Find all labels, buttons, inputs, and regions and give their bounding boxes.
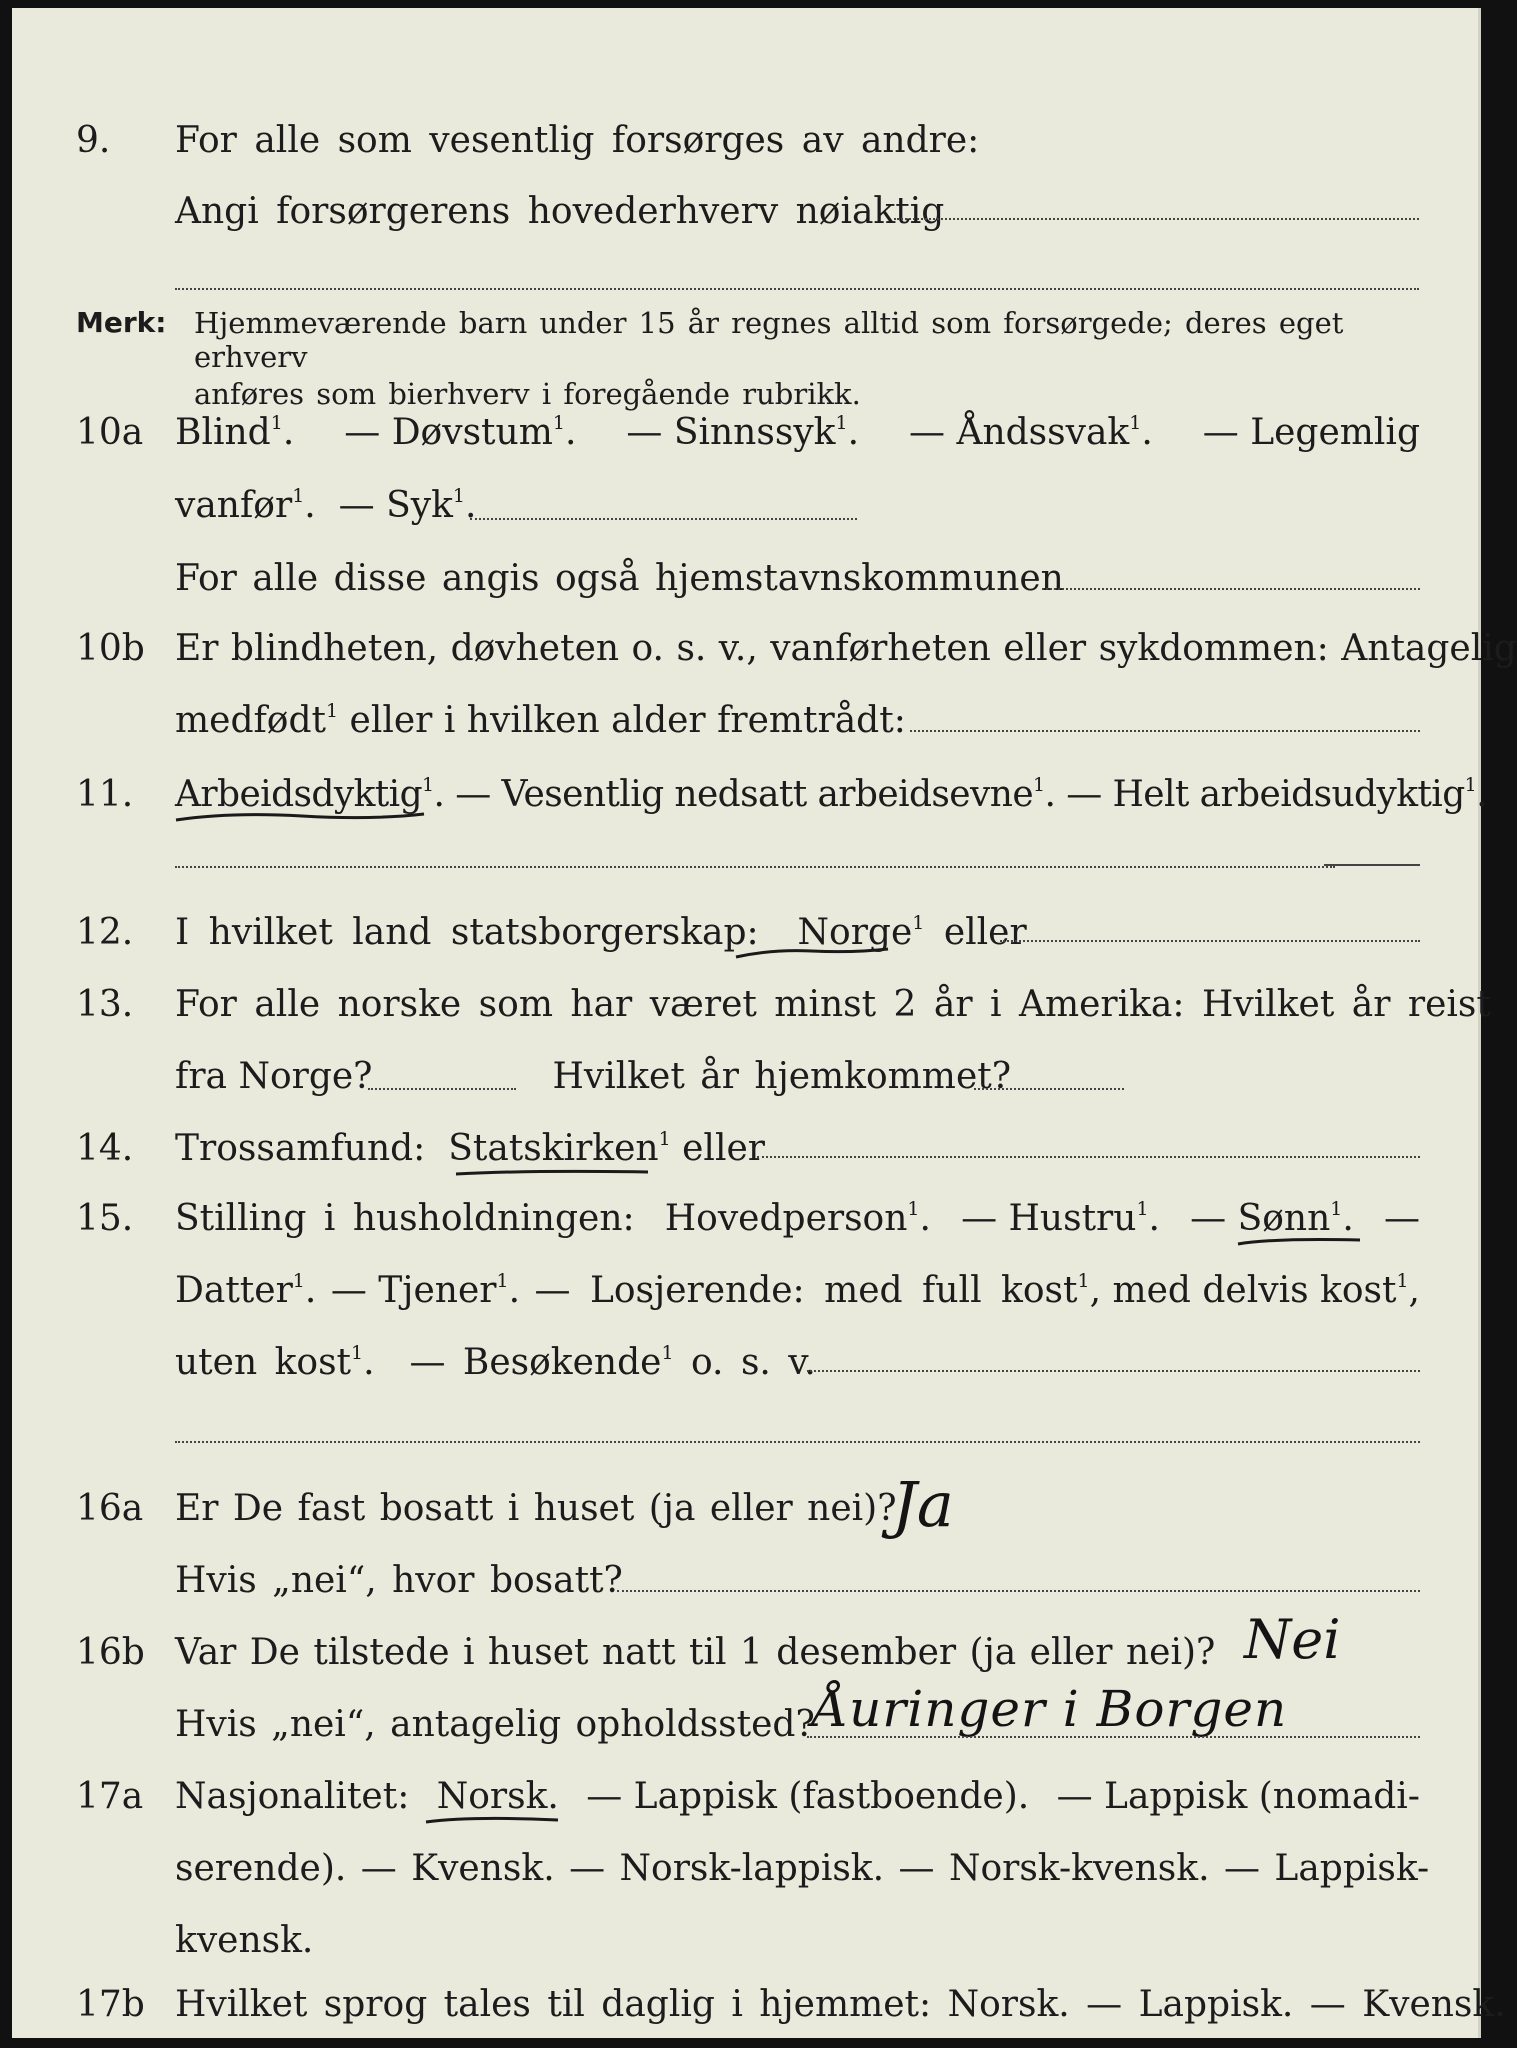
answer-line xyxy=(757,1156,1420,1158)
answer-line xyxy=(807,1736,1420,1738)
note-line: Hjemmeværende barn under 15 år regnes alltid som forsørgede; deres eget erhverv xyxy=(194,306,1344,374)
question-number: 10b xyxy=(76,628,145,669)
question-10a xyxy=(12,412,1478,472)
question-number: 9. xyxy=(76,120,111,161)
question-text: fra Norge? Hvilket år hjemkommet? xyxy=(175,1056,1012,1097)
handwritten-answer: Ja xyxy=(892,1468,954,1541)
question-10a-line-2 xyxy=(12,485,1478,545)
question-9-line-2 xyxy=(12,191,1478,251)
question-10b xyxy=(12,628,1517,688)
question-14 xyxy=(12,1128,1478,1188)
question-number: 11. xyxy=(76,774,134,815)
question-text: Stilling i husholdningen: Hovedperson$^1$. — Hustru$^1$. — Sønn$^1$. — xyxy=(175,1198,1420,1239)
question-text: vanfør$^1$. — Syk$^1$. xyxy=(175,485,477,526)
question-text: Hvis „nei“, antagelig opholdssted? xyxy=(175,1704,815,1745)
handwritten-underline xyxy=(172,804,432,834)
question-text: Trossamfund: Statskirken$^1$ eller xyxy=(175,1128,765,1169)
question-13-line-2 xyxy=(12,1056,1478,1116)
question-number: 13. xyxy=(76,984,134,1025)
answer-line xyxy=(470,518,857,520)
note-text xyxy=(194,306,1419,411)
note-label: Merk: xyxy=(76,306,167,339)
note-line: anføres som bierhverv i foregående rubrikk. xyxy=(194,377,861,411)
question-number: 16b xyxy=(76,1632,145,1673)
handwritten-answer: Åuringer i Borgen xyxy=(812,1680,1288,1738)
question-13 xyxy=(12,984,1491,1044)
question-text: serende). — Kvensk. — Norsk-lappisk. — Norsk-kvensk. — Lappisk- xyxy=(175,1848,1430,1889)
question-text: Er blindheten, døvheten o. s. v., vanførheten eller sykdommen: Antagelig xyxy=(175,628,1517,669)
question-17a-line-3 xyxy=(12,1920,1478,1980)
question-text: Arbeidsdyktig$^1$. — Vesentlig nedsatt arbeidsevne$^1$. — Helt arbeidsudyktig$^1$. xyxy=(175,774,1487,815)
question-text: For alle som vesentlig forsørges av andre: xyxy=(175,120,980,161)
handwritten-underline xyxy=(422,1812,562,1832)
question-number: 15. xyxy=(76,1198,134,1239)
answer-line xyxy=(974,1088,1124,1090)
question-number: 17a xyxy=(76,1776,144,1817)
question-text: Datter$^1$. — Tjener$^1$. — Losjerende: med full kost$^1$, med delvis kost$^1$, xyxy=(175,1270,1420,1311)
answer-line xyxy=(617,1590,1420,1592)
question-16a xyxy=(12,1488,1478,1548)
question-text: Var De tilstede i huset natt til 1 desember (ja eller nei)? xyxy=(175,1632,1216,1673)
answer-line xyxy=(175,1441,1420,1443)
question-number: 12. xyxy=(76,912,134,953)
question-text: Hvilket sprog tales til daglig i hjemmet: Norsk. — Lappisk. — Kvensk. xyxy=(175,1984,1506,2025)
question-text: For alle norske som har været minst 2 år i Amerika: Hvilket år reist xyxy=(175,984,1491,1025)
question-text: I hvilket land statsborgerskap: Norge$^1$ eller xyxy=(175,912,1027,953)
answer-line xyxy=(1324,864,1420,866)
question-text: Hvis „nei“, hvor bosatt? xyxy=(175,1560,623,1601)
handwritten-underline xyxy=(732,943,892,973)
question-17a-line-2 xyxy=(12,1848,1478,1908)
question-text: medfødt$^1$ eller i hvilken alder fremtrådt: xyxy=(175,700,906,741)
question-text: Angi forsørgerens hovederhverv nøiaktig xyxy=(175,191,945,232)
answer-line xyxy=(894,218,1419,220)
answer-line xyxy=(807,1370,1420,1372)
census-form-page xyxy=(12,8,1517,2038)
answer-line xyxy=(1042,588,1420,590)
question-text: Nasjonalitet: Norsk. — Lappisk (fastboende). — Lappisk (nomadi- xyxy=(175,1776,1420,1817)
question-text: Blind$^1$. — Døvstum$^1$. — Sinnssyk$^1$. — Åndssvak$^1$. — Legemlig xyxy=(175,412,1420,453)
question-15-line-3 xyxy=(12,1342,1478,1402)
answer-line xyxy=(368,1088,516,1090)
answer-line xyxy=(175,288,1419,290)
answer-line xyxy=(1000,940,1420,942)
question-9 xyxy=(12,120,1478,180)
question-17a xyxy=(12,1776,1478,1836)
handwritten-underline xyxy=(452,1166,652,1186)
question-number: 10a xyxy=(76,412,144,453)
answer-line xyxy=(910,730,1420,732)
question-15-line-2 xyxy=(12,1270,1478,1330)
question-text: Er De fast bosatt i huset (ja eller nei)? xyxy=(175,1488,897,1529)
question-text: kvensk. xyxy=(175,1920,314,1961)
question-number: 17b xyxy=(76,1984,145,2025)
question-17b xyxy=(12,1984,1506,2044)
handwritten-underline xyxy=(1234,1232,1364,1252)
question-text: uten kost$^1$. — Besøkende$^1$ o. s. v. xyxy=(175,1342,816,1383)
handwritten-answer: Nei xyxy=(1244,1608,1341,1671)
question-number: 16a xyxy=(76,1488,144,1529)
answer-line xyxy=(175,866,1335,868)
question-text: For alle disse angis også hjemstavnskommunen xyxy=(175,558,1064,599)
question-number: 14. xyxy=(76,1128,134,1169)
